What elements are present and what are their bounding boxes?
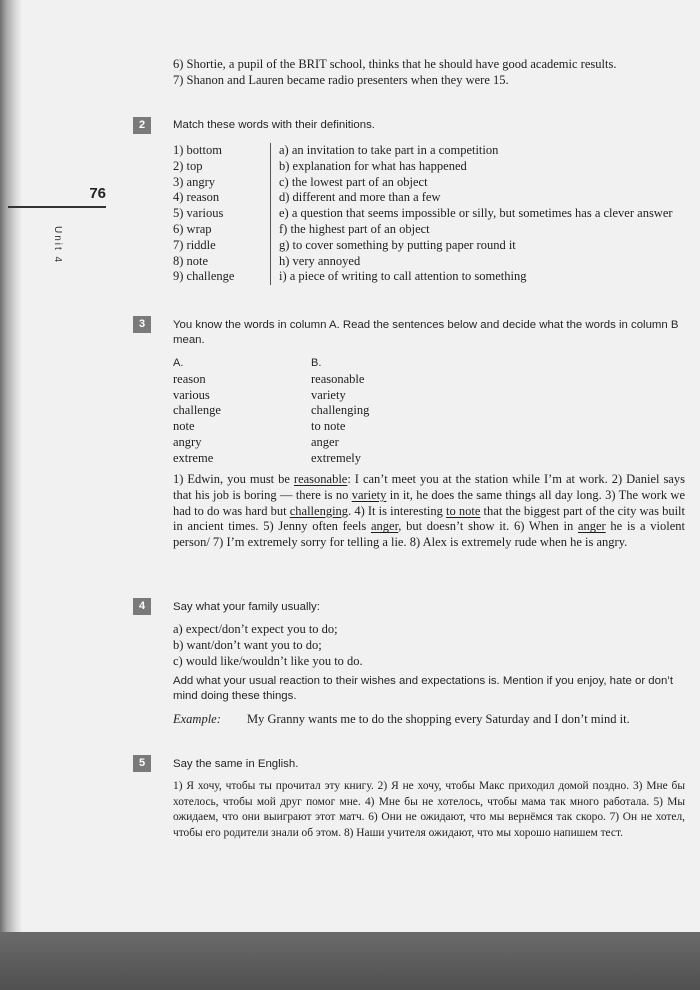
task3-instruction: You know the words in column A. Read the sentences below and decide what the words in column B mean. xyxy=(173,319,679,346)
task4-instruction: Say what your family usually: xyxy=(173,601,320,613)
definition-item: f) the highest part of an object xyxy=(279,221,430,236)
column-b-item: reasonable xyxy=(311,371,365,386)
task3-column-a xyxy=(173,356,313,467)
task3-number-badge: 3 xyxy=(133,316,151,333)
definition-item: b) explanation for what has happened xyxy=(279,158,467,173)
column-a-item: extreme xyxy=(173,450,214,465)
book-spine-shadow xyxy=(0,0,22,990)
column-b-header: B. xyxy=(311,357,322,369)
column-a-item: angry xyxy=(173,434,202,449)
definition-item: i) a piece of writing to call attention to something xyxy=(279,269,527,284)
column-b-item: extremely xyxy=(311,450,361,465)
word-item: 6) wrap xyxy=(173,221,212,236)
column-b-item: to note xyxy=(311,419,346,434)
column-b-item: challenging xyxy=(311,403,370,418)
definition-item: c) the lowest part of an object xyxy=(279,174,428,189)
underlined-word: anger xyxy=(577,519,606,534)
sentence-text: , but doesn’t show it. 6) When in xyxy=(398,519,578,534)
column-b-item: anger xyxy=(311,434,339,449)
definition-item: e) a question that seems impossible or silly, but sometimes has a clever answer xyxy=(279,206,673,221)
page-number-rule xyxy=(8,206,106,208)
sentence-text: : I can’t meet you at the station while I’m at work. 2) Daniel says that his job is boring — there is no xyxy=(173,472,685,502)
task5-number-badge: 5 xyxy=(133,755,151,772)
underlined-word: variety xyxy=(351,487,387,502)
word-item: 1) bottom xyxy=(173,143,222,157)
word-item: 5) various xyxy=(173,206,224,221)
task1-item-7: 7) Shanon and Lauren became radio presenters when they were 15. xyxy=(173,72,509,87)
word-item: 4) reason xyxy=(173,190,220,205)
definition-item: d) different and more than a few xyxy=(279,190,441,205)
task3-sentences xyxy=(173,472,685,551)
task2-instruction: Match these words with their definitions. xyxy=(173,119,375,131)
task4-item: a) expect/don’t expect you to do; xyxy=(173,622,338,636)
column-a-item: note xyxy=(173,419,195,434)
task2-number-badge: 2 xyxy=(133,117,151,134)
example-text: My Granny wants me to do the shopping every Saturday and I don’t mind it. xyxy=(247,712,630,726)
sentence-text: in it, he does the same things all day long. 3) The work we had to do was hard but xyxy=(173,487,685,518)
sentence-text: that the biggest part of the city was built in ancient times. 5) Jenny often feels xyxy=(173,503,686,534)
definition-item: a) an invitation to take part in a competition xyxy=(279,143,499,157)
task4-instruction-2: Add what your usual reaction to their wishes and expectations is. Mention if you enjoy, hate or don’t mind doing these things. xyxy=(173,675,673,702)
task3-column-b xyxy=(311,356,471,467)
task5-instruction: Say the same in English. xyxy=(173,758,299,770)
underlined-word: challenging xyxy=(289,503,349,518)
task1-item-6: 6) Shortie, a pupil of the BRIT school, thinks that he should have good academic results. xyxy=(173,57,617,71)
sentence-text: . 4) It is interesting xyxy=(348,503,447,518)
word-item: 7) riddle xyxy=(173,237,216,252)
sentence-text: he is a violent person/ 7) I’m extremely sorry for telling a lie. 8) Alex is extremely rude when he is angry. xyxy=(173,519,686,550)
example-label: Example: xyxy=(173,712,221,726)
sentence-text: 1) Edwin, you must be xyxy=(173,472,294,486)
column-a-header: A. xyxy=(173,357,184,369)
underlined-word: to note xyxy=(446,503,481,518)
task2-definition-list xyxy=(270,143,685,285)
column-a-item: challenge xyxy=(173,403,221,418)
column-a-item: various xyxy=(173,387,210,402)
task1-continuation xyxy=(173,57,685,89)
column-b-item: variety xyxy=(311,387,346,402)
task5-russian-text: 1) Я хочу, чтобы ты прочитал эту книгу. 2) Я не хочу, чтобы Макс приходил домой поздно. 3) Мне бы хотелось, чтобы мой друг помог мне. 4) Мне бы не хотелось, чтобы мама так много работала. 5) Мы ожидаем, что они выиграют этот матч. 6) Они не ожидают, что мы вернёмся так скоро. 7) Он не хотел, чтобы его родители знали об этом. 8) Наши учителя ожидают, что мы хорошо напишем тест. xyxy=(173,780,685,839)
word-item: 2) top xyxy=(173,158,203,173)
page-number: 76 xyxy=(89,185,106,202)
task2-word-list xyxy=(173,143,273,285)
definition-item: h) very annoyed xyxy=(279,253,361,268)
scan-bottom-band xyxy=(0,932,700,990)
task4-item: c) would like/wouldn’t like you to do. xyxy=(173,653,363,668)
word-item: 3) angry xyxy=(173,174,215,189)
task4-list xyxy=(173,622,685,669)
underlined-word: anger xyxy=(370,519,399,534)
task4-number-badge: 4 xyxy=(133,598,151,615)
definition-item: g) to cover something by putting paper round it xyxy=(279,237,516,252)
word-item: 8) note xyxy=(173,253,209,268)
underlined-word: reasonable xyxy=(293,472,348,486)
unit-label: Unit 4 xyxy=(52,226,63,265)
column-a-item: reason xyxy=(173,371,206,386)
task4-example xyxy=(173,712,685,728)
word-item: 9) challenge xyxy=(173,269,235,284)
task4-item: b) want/don’t want you to do; xyxy=(173,637,322,652)
